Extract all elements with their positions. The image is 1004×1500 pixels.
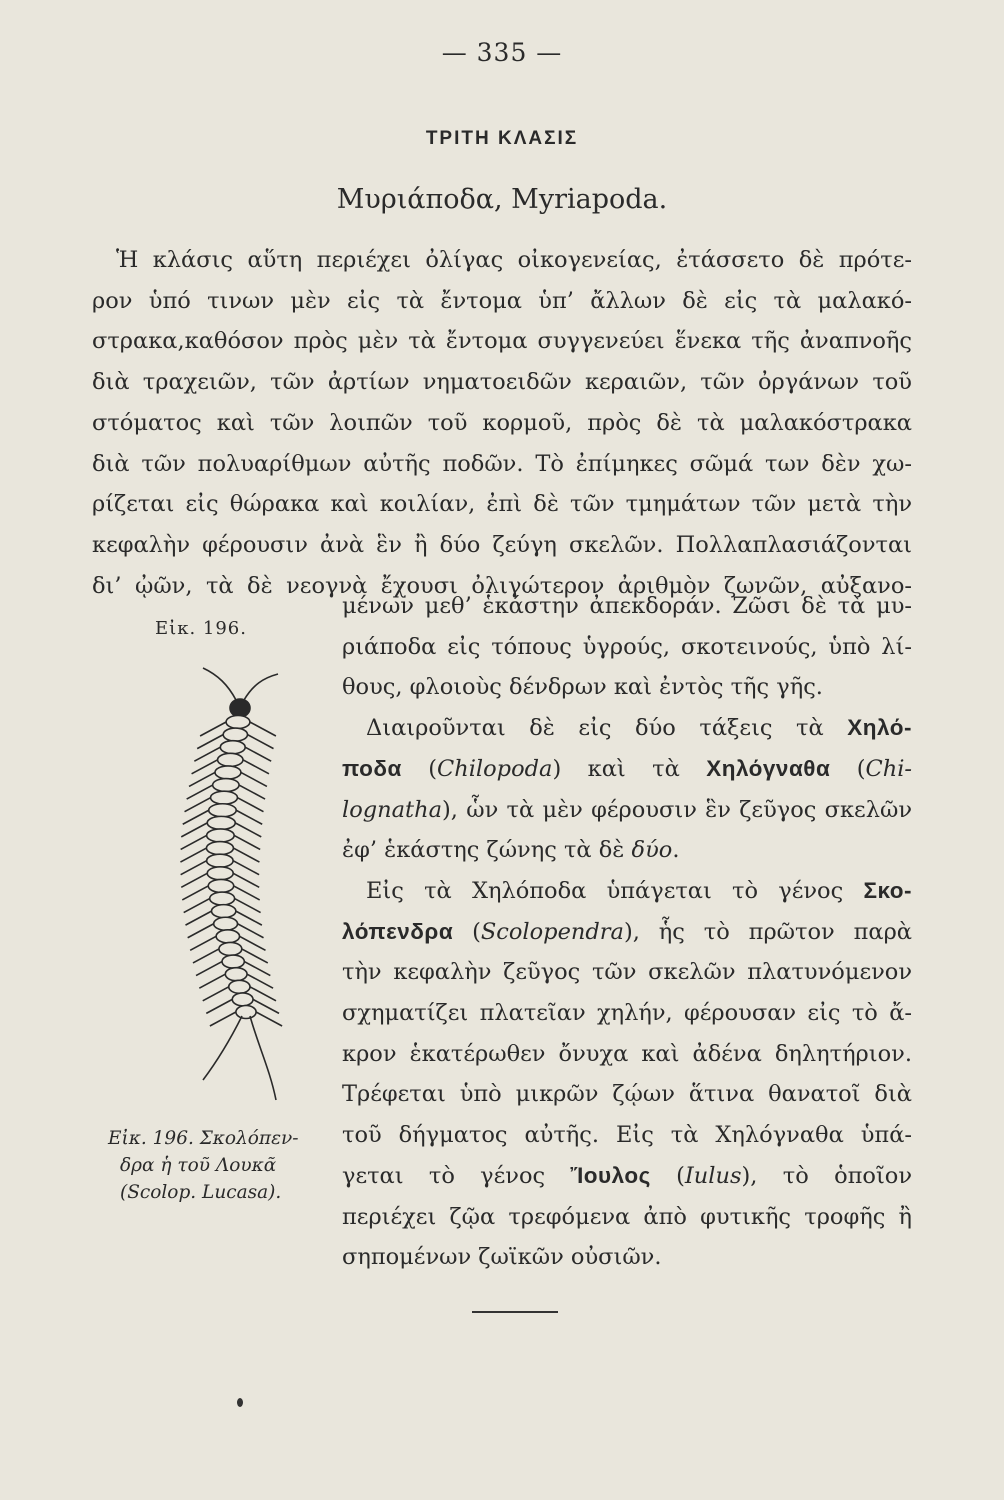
latin-name: Iulus	[684, 1162, 742, 1189]
leg-left	[181, 861, 207, 875]
leg-right	[253, 999, 279, 1013]
body-segment	[207, 854, 233, 867]
body-segment	[211, 905, 235, 918]
text-line: σχηματίζει πλατεῖαν χηλήν, φέρουσαν εἰς τὸ ἄ-	[342, 1000, 912, 1027]
body-segment	[207, 816, 235, 829]
text-line: διὰ τραχειῶν, τῶν ἀρτίων νηματοειδῶν κεραιῶν, τῶν ὀργάνων τοῦ	[92, 369, 912, 396]
leg-left	[197, 735, 223, 749]
leg-left	[206, 999, 232, 1013]
latin-name: Scolopendra	[480, 918, 624, 945]
genus-name-scolopendra: Σκο-	[863, 877, 912, 903]
body-segment	[220, 741, 245, 754]
leg-right	[242, 949, 268, 963]
body-segment	[206, 842, 233, 855]
leg-left	[210, 1012, 236, 1026]
body-segment	[207, 829, 235, 842]
antenna-left	[203, 668, 236, 700]
leg-right	[244, 962, 270, 976]
body-segment	[225, 968, 247, 981]
leg-left	[200, 722, 226, 736]
text-line: διὰ τῶν πολυαρίθμων αὐτῆς ποδῶν. Τὸ ἐπίμηκες σῶμά των δὲν χω-	[92, 450, 912, 477]
centipede-head	[230, 699, 250, 717]
text-line: τοῦ δήγματος αὐτῆς. Εἰς τὰ Χηλόγναθα ὑπά-	[342, 1122, 912, 1149]
leg-left	[193, 949, 219, 963]
leg-left	[188, 924, 214, 938]
body-segment	[216, 930, 239, 943]
leg-right	[237, 798, 263, 812]
leg-right	[233, 873, 259, 887]
text-line: lognatha), ὧν τὰ μὲν φέρουσιν ἓν ζεῦγος σκελῶν	[342, 796, 912, 823]
leg-right	[239, 936, 265, 950]
text-line: γεται τὸ γένος Ἴουλος (Iulus), τὸ ὁποῖον	[342, 1162, 913, 1189]
genus-name-scolopendra-end: λόπενδρα	[342, 918, 454, 944]
leg-left	[184, 899, 210, 913]
body-segment	[210, 892, 235, 905]
leg-left	[185, 911, 211, 925]
body-segment	[223, 728, 247, 741]
text-line: κεφαλὴν φέρουσιν ἀνὰ ἓν ἢ δύο ζεύγη σκελῶν. Πολλαπλασιάζονται	[92, 531, 912, 558]
leg-left	[190, 936, 216, 950]
leg-right	[241, 772, 267, 786]
leg-left	[189, 772, 215, 786]
leg-right	[236, 810, 262, 824]
body-segment	[232, 993, 253, 1006]
body-segment	[214, 917, 238, 930]
figure-label: Εἰκ. 196.	[155, 618, 247, 639]
text-line: στόματος καὶ τῶν λοιπῶν τοῦ κορμοῦ, πρὸς δὲ τὰ μαλακόστρακα	[92, 409, 912, 436]
text-line: σηπομένων ζωϊκῶν οὐσιῶν.	[342, 1244, 662, 1271]
antenna-right	[244, 674, 278, 700]
text-line: στρακα,καθόσον πρὸς μὲν τὰ ἔντομα συγγενεύει ἕνεκα τῆς ἀναπνοῆς	[92, 328, 912, 355]
body-segment	[229, 980, 250, 993]
leg-right	[250, 722, 276, 736]
body-segment	[209, 804, 236, 817]
text-line: ποδα (Chilopoda) καὶ τὰ Χηλόγναθα (Chi-	[342, 755, 912, 782]
leg-left	[199, 974, 225, 988]
centipede-illustration	[158, 660, 308, 1120]
leg-left	[180, 848, 206, 862]
body-segment	[236, 1006, 256, 1019]
body-segment	[211, 791, 238, 804]
caption-line: δρα ἡ τοῦ Λουκᾶ	[120, 1155, 277, 1176]
text-line: ἐφ’ ἑκάστης ζώνης τὰ δὲ δύο.	[342, 837, 680, 864]
latin-name: Chi-	[865, 755, 912, 782]
leg-right	[248, 735, 274, 749]
ink-spot	[237, 1398, 243, 1407]
page-number: — 335 —	[441, 38, 563, 67]
body-segment	[215, 766, 241, 779]
leg-right	[234, 835, 260, 849]
leg-right	[245, 747, 271, 761]
leg-right	[247, 974, 273, 988]
leg-right	[235, 899, 261, 913]
text-line: Τρέφεται ὑπὸ μικρῶν ζῴων ἅτινα θανατοῖ διὰ	[342, 1081, 912, 1108]
text-line: ριάποδα εἰς τόπους ὑγρούς, σκοτεινούς, ὑπὸ λί-	[342, 633, 912, 660]
order-name-chilopoda: Χηλό-	[847, 715, 912, 741]
text-line: Εἰς τὰ Χηλόποδα ὑπάγεται τὸ γένος Σκο-	[366, 877, 912, 904]
text-line: Διαιροῦνται δὲ εἰς δύο τάξεις τὰ Χηλό-	[366, 715, 912, 742]
body-segment	[207, 867, 233, 880]
leg-left	[181, 873, 207, 887]
leg-right	[234, 886, 260, 900]
leg-left	[181, 823, 207, 837]
leg-right	[250, 987, 276, 1001]
text-line: λόπενδρα (Scolopendra), ἧς τὸ πρῶτον παρὰ	[342, 918, 912, 945]
figure-caption	[100, 1125, 330, 1206]
text-line: κρον ἑκατέρωθεν ὄνυχα καὶ ἀδένα δηλητήριον.	[342, 1040, 912, 1067]
leg-right	[239, 785, 265, 799]
order-name-chilognatha: Χηλόγναθα	[706, 755, 831, 781]
text-line: τὴν κεφαλὴν ζεῦγος τῶν σκελῶν πλατυνόμενον	[342, 959, 912, 986]
leg-left	[196, 962, 222, 976]
text-line: ρον ὑπό τινων μὲν εἰς τὰ ἔντομα ὑπ’ ἄλλων δὲ εἰς τὰ μαλακό-	[92, 287, 912, 314]
tail-leg-left	[203, 1016, 242, 1080]
leg-right	[235, 823, 261, 837]
order-name-chilopoda-end: ποδα	[342, 755, 402, 781]
caption-line: (Scolop. Lucasa).	[120, 1182, 282, 1203]
leg-left	[203, 987, 229, 1001]
leg-right	[233, 848, 259, 862]
tail-leg-right	[250, 1016, 276, 1100]
leg-left	[187, 785, 213, 799]
leg-right	[256, 1012, 282, 1026]
leg-right	[238, 924, 264, 938]
leg-right	[236, 911, 262, 925]
text-line: περιέχει ζῷα τρεφόμενα ἀπὸ φυτικῆς τροφῆς ἢ	[342, 1203, 912, 1230]
text-line: θους, φλοιοὺς δένδρων καὶ ἐντὸς τῆς γῆς.	[342, 674, 823, 701]
right-column-text	[342, 586, 912, 1278]
caption-line: Εἰκ. 196. Σκολόπεν-	[108, 1128, 299, 1149]
leg-right	[233, 861, 259, 875]
body-segment	[218, 753, 243, 766]
leg-left	[194, 747, 220, 761]
latin-name: lognatha	[342, 796, 442, 823]
centipede-drawing	[180, 668, 282, 1100]
leg-left	[183, 810, 209, 824]
section-subtitle: Μυριάποδα, Myriapoda.	[336, 184, 668, 215]
body-segment	[208, 879, 233, 892]
end-rule	[472, 1311, 558, 1313]
class-heading: ΤΡΙΤΗ ΚΛΑΣΙΣ	[425, 128, 579, 149]
text-line: μένων μεθ’ ἑκάστην ἀπεκδοράν. Ζῶσι δὲ τὰ μυ-	[342, 593, 912, 619]
leg-left	[181, 835, 207, 849]
leg-right	[243, 760, 269, 774]
body-segment	[226, 716, 250, 729]
leg-left	[185, 798, 211, 812]
text-line: δι’ ᾠῶν, τὰ δὲ νεογνὰ ἔχουσι ὀλιγώτερον ἀριθμὸν ζωνῶν, αὐξανο-	[92, 572, 912, 599]
body-segment	[213, 779, 239, 792]
body-segment	[222, 955, 244, 968]
leg-left	[182, 886, 208, 900]
leg-left	[192, 760, 218, 774]
body-segment	[219, 942, 242, 955]
intro-paragraph	[92, 240, 912, 606]
latin-name: Chilopoda	[437, 755, 553, 782]
text-line: ρίζεται εἰς θώρακα καὶ κοιλίαν, ἐπὶ δὲ τῶν τμημάτων τῶν μετὰ τὴν	[92, 491, 912, 518]
text-line: Ἡ κλάσις αὕτη περιέχει ὀλίγας οἰκογενείας, ἐτάσσετο δὲ πρότε-	[116, 247, 912, 273]
genus-name-iulus: Ἴουλος	[570, 1162, 651, 1188]
